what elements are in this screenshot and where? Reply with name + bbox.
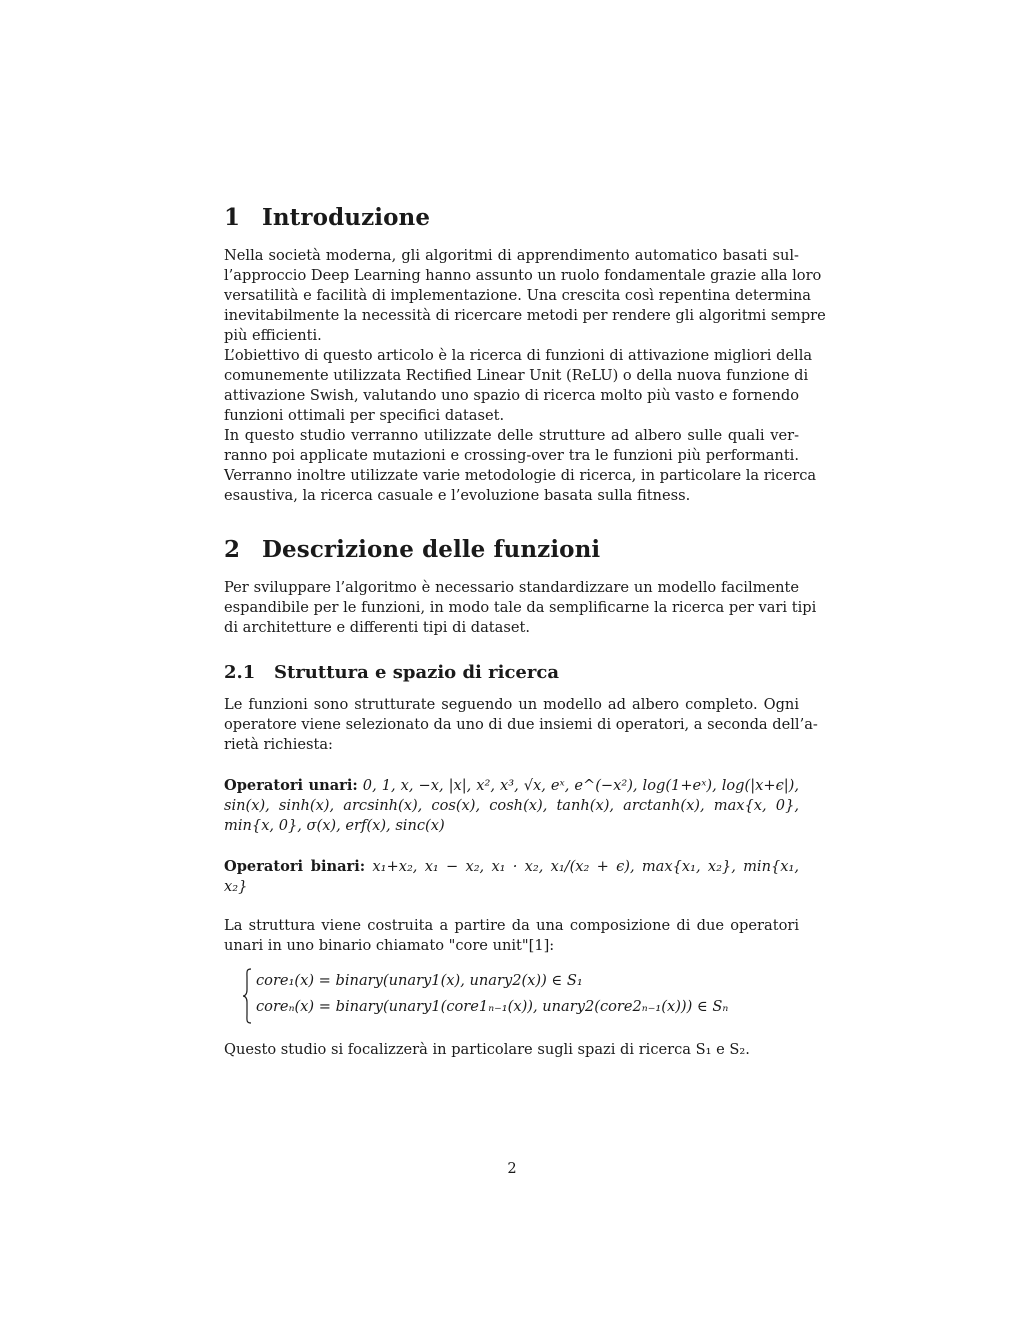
- binary-list: x₁+x₂, x₁ − x₂, x₁ · x₂, x₁/(x₂ + ϵ), max{x₁, x₂}, min{x₁,: [372, 858, 799, 875]
- text-line: comunemente utilizzata Rectified Linear Unit (ReLU) o della nuova funzione di: [224, 367, 809, 384]
- section-number: 1: [224, 204, 241, 231]
- text-line: Questo studio si focalizzerà in particolare sugli spazi di ricerca S₁ e S₂.: [224, 1041, 750, 1058]
- left-brace: [242, 968, 252, 1024]
- text-line: l’approccio Deep Learning hanno assunto un ruolo fondamentale grazie alla loro: [224, 267, 822, 284]
- text-line: [224, 857, 799, 877]
- unary-list: 0, 1, x, −x, |x|, x², x³, √x, eˣ, e^(−x²), log(1+eˣ), log(|x+ϵ|),: [362, 777, 799, 794]
- text-line: unari in uno binario chiamato "core unit"[1]:: [224, 937, 555, 954]
- text-line: più efficienti.: [224, 327, 322, 344]
- structure-paragraph: [224, 695, 818, 755]
- text-line: ranno poi applicate mutazioni e crossing-over tra le funzioni più performanti.: [224, 447, 799, 464]
- text-line: inevitabilmente la necessità di ricercare metodi per rendere gli algoritmi sempre: [224, 307, 826, 324]
- text-line: Nella società moderna, gli algoritmi di apprendimento automatico basati sul-: [224, 247, 799, 264]
- text-line: espandibile per le funzioni, in modo tale da semplificarne la ricerca per vari tipi: [224, 599, 817, 616]
- text-line: In questo studio verranno utilizzate delle strutture ad albero sulle quali ver-: [224, 427, 799, 444]
- core-unit-paragraph: [224, 916, 799, 956]
- text-line: operatore viene selezionato da uno di due insiemi di operatori, a seconda dell’a-: [224, 716, 818, 733]
- text-line: rietà richiesta:: [224, 736, 333, 753]
- binary-operators: [224, 857, 799, 897]
- page-number: 2: [507, 1160, 517, 1177]
- text-line: versatilità e facilità di implementazione. Una crescita così repentina determina: [224, 287, 812, 304]
- text-line: La struttura viene costruita a partire da una composizione di due operatori: [224, 917, 799, 934]
- intro-paragraph: [224, 246, 826, 506]
- subsection-title: [224, 662, 559, 683]
- case-line-1: core₁(x) = binary(unary1(x), unary2(x)) ∈ S₁: [256, 972, 583, 989]
- text-line: x₂}: [224, 878, 248, 895]
- unary-label: Operatori unari:: [224, 777, 358, 794]
- closing-paragraph: [224, 1040, 799, 1060]
- description-paragraph: [224, 578, 817, 638]
- binary-label: Operatori binari:: [224, 858, 366, 875]
- case-line-n: coreₙ(x) = binary(unary1(core1ₙ₋₁(x)), unary2(core2ₙ₋₁(x))) ∈ Sₙ: [256, 998, 729, 1015]
- unary-operators: [224, 776, 799, 836]
- text-line: Verranno inoltre utilizzate varie metodologie di ricerca, in particolare la ricerca: [224, 467, 817, 484]
- subsection-title-text: Struttura e spazio di ricerca: [274, 662, 559, 683]
- text-line: attivazione Swish, valutando uno spazio di ricerca molto più vasto e fornendo: [224, 387, 799, 404]
- section-title-introduzione: [224, 204, 430, 231]
- text-line: min{x, 0}, σ(x), erf(x), sinc(x): [224, 817, 445, 834]
- text-line: [224, 776, 799, 796]
- section-title-text: Introduzione: [262, 204, 431, 231]
- core-unit-cases: [242, 968, 802, 1024]
- subsection-number: 2.1: [224, 662, 256, 683]
- text-line: Per sviluppare l’algoritmo è necessario standardizzare un modello facilmente: [224, 579, 799, 596]
- text-line: esaustiva, la ricerca casuale e l’evoluzione basata sulla fitness.: [224, 487, 691, 504]
- section-title-text: Descrizione delle funzioni: [262, 536, 601, 563]
- section-title-descrizione: [224, 536, 600, 563]
- section-number: 2: [224, 536, 241, 563]
- text-line: di architetture e differenti tipi di dataset.: [224, 619, 530, 636]
- text-line: sin(x), sinh(x), arcsinh(x), cos(x), cosh(x), tanh(x), arctanh(x), max{x, 0},: [224, 797, 799, 814]
- text-line: L’obiettivo di questo articolo è la ricerca di funzioni di attivazione migliori della: [224, 347, 813, 364]
- text-line: funzioni ottimali per specifici dataset.: [224, 407, 505, 424]
- text-line: Le funzioni sono strutturate seguendo un modello ad albero completo. Ogni: [224, 696, 799, 713]
